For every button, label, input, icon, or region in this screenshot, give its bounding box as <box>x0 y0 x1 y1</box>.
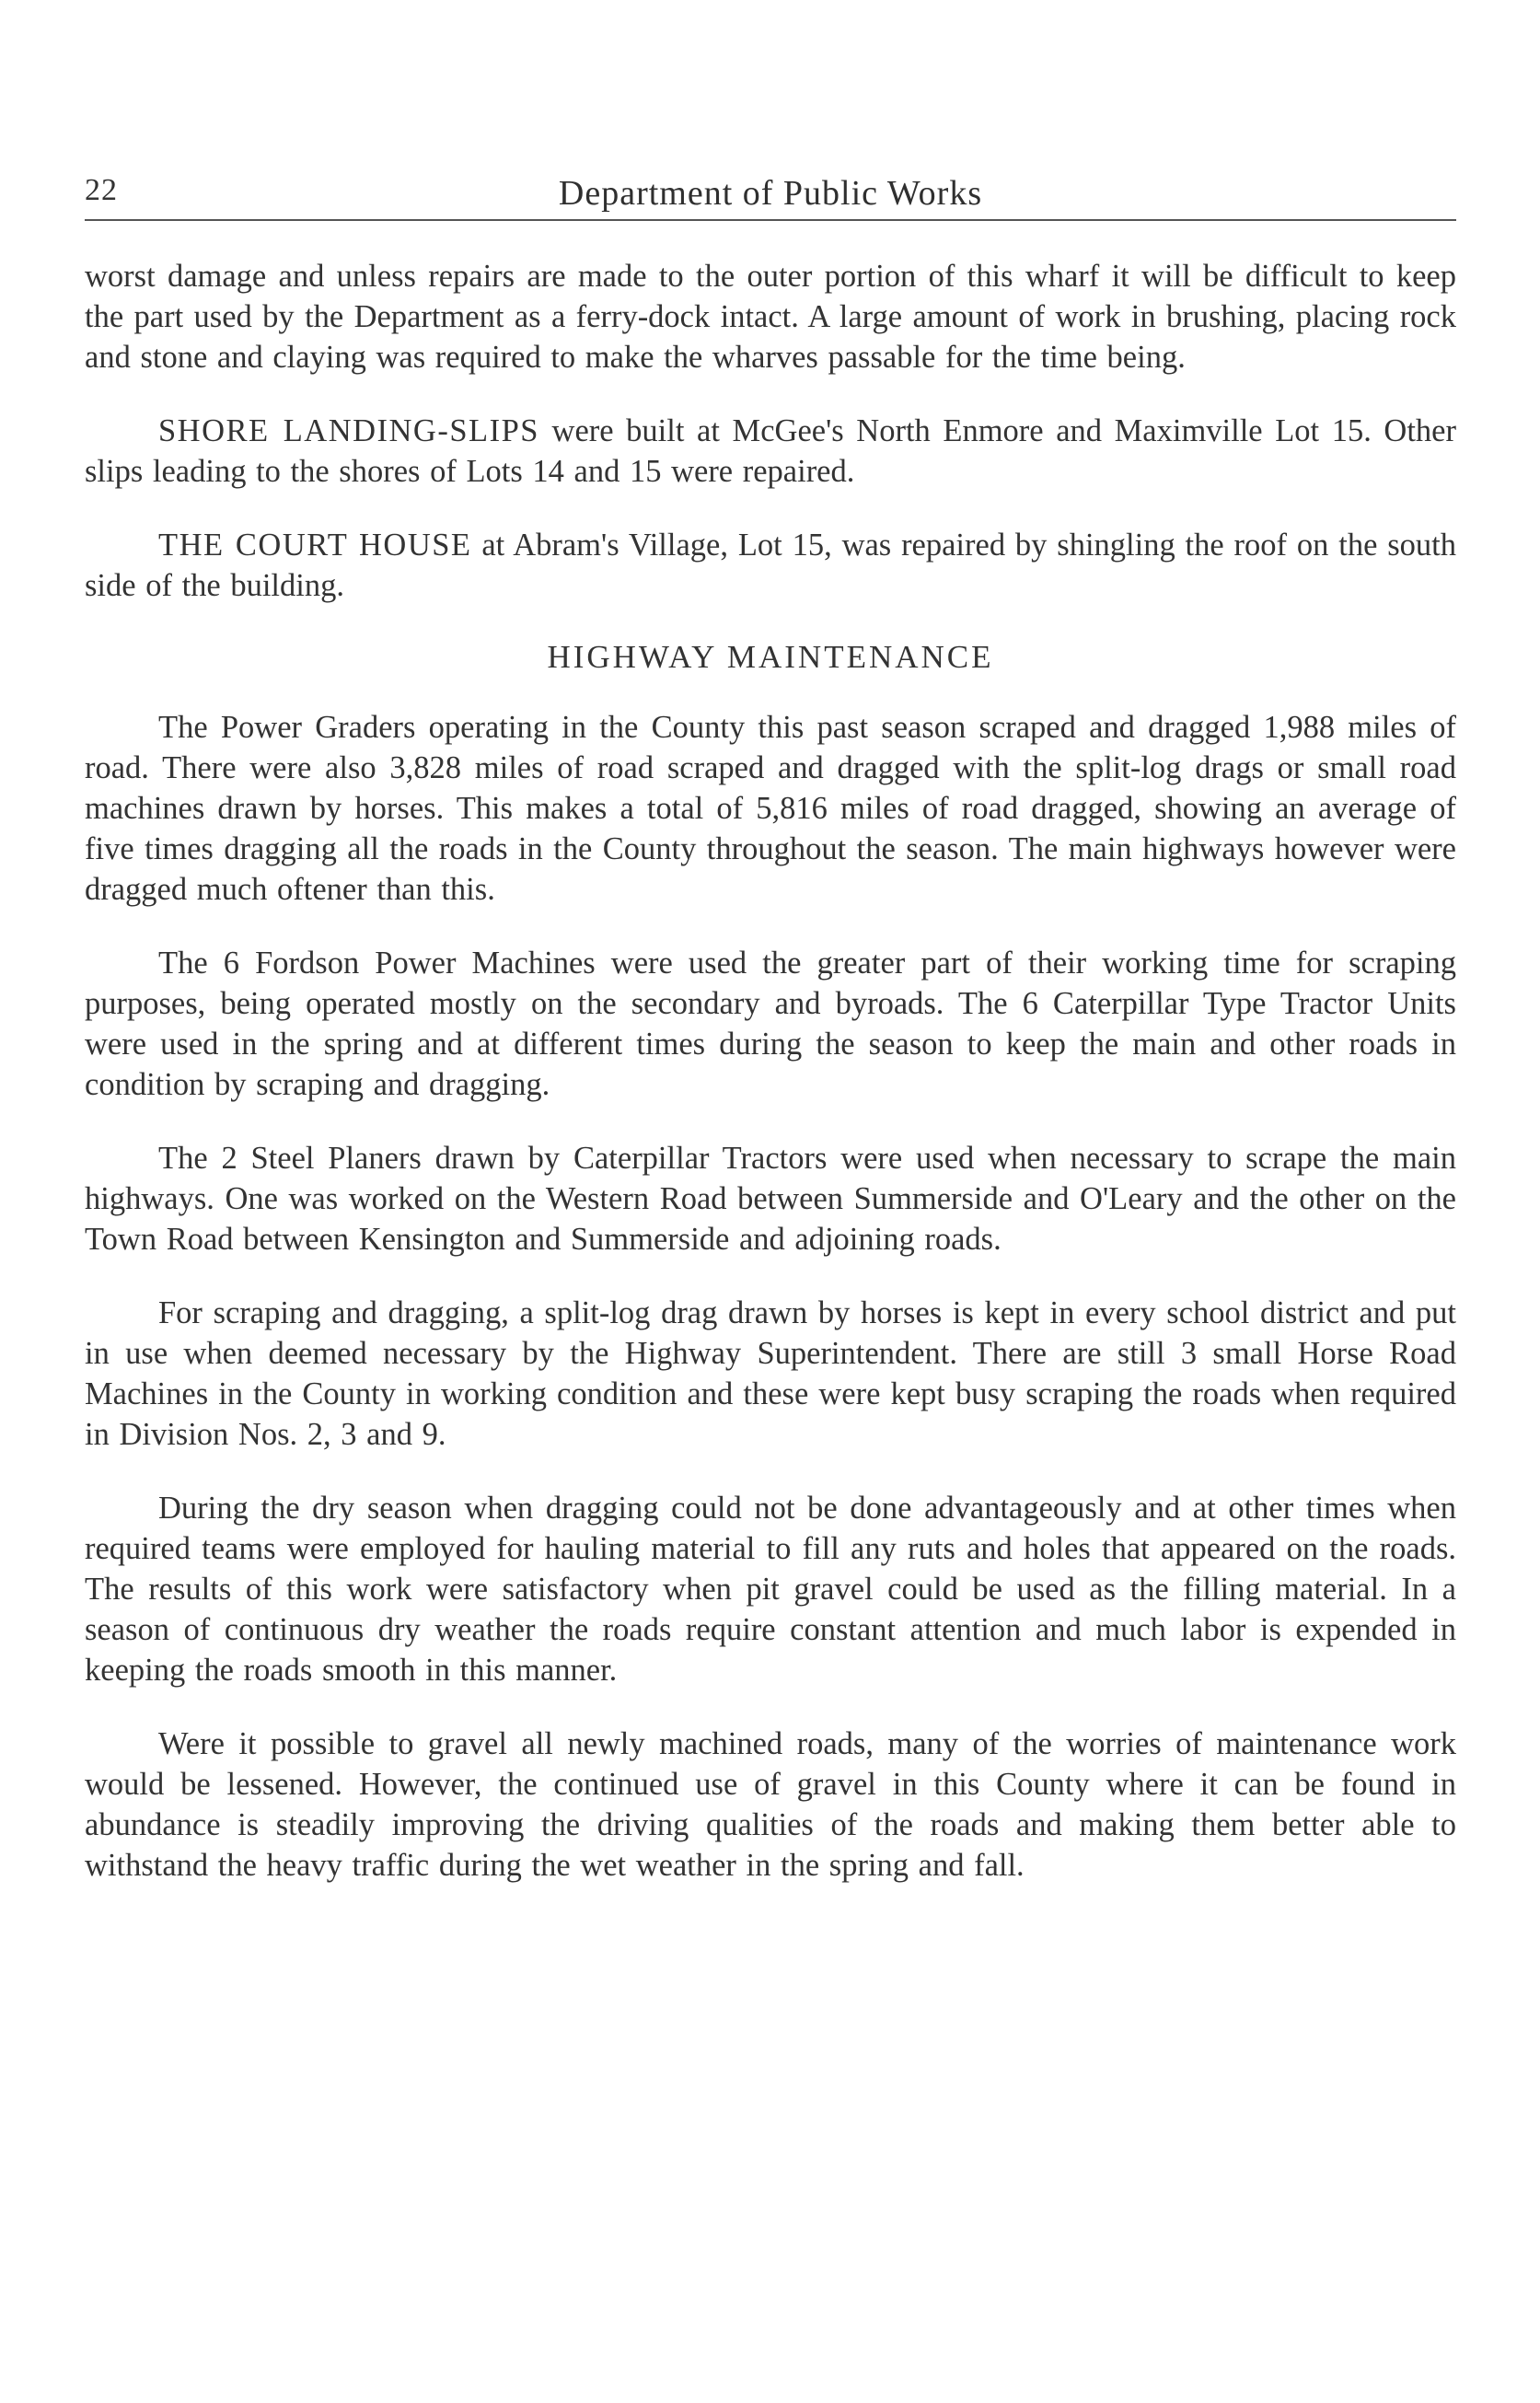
paragraph-court-house <box>85 525 1456 606</box>
paragraph-lead: THE COURT HOUSE <box>158 528 472 563</box>
paragraph-text: at Abram's Village, Lot 15, was repaired by shingling the roof on the south side of the building. <box>85 528 1456 603</box>
paragraph-lead: SHORE LANDING-SLIPS <box>158 413 539 448</box>
paragraph-shore-landing-slips <box>85 411 1456 492</box>
paragraph-continued <box>85 256 1456 377</box>
paragraph-text: were built at McGee's North Enmore and Maximville Lot 15. Other slips leading to the shores of Lots 14 and 15 were repaired. <box>85 413 1456 489</box>
paragraph-gravel: Were it possible to gravel all newly machined roads, many of the worries of maintenance work would be lessened. However, the continued use of gravel in this County where it can be found in abundance is steadily improving the driving qualities of the roads and making them better able to withstand the heavy traffic during the wet weather in the spring and fall. <box>85 1726 1456 1883</box>
paragraph-steel-planers: The 2 Steel Planers drawn by Caterpillar Tractors were used when necessary to scrape the main highways. One was worked on the Western Road between Summerside and O'Leary and the other on the Town Road between Kensington and Summerside and adjoining roads. <box>85 1141 1456 1257</box>
section-heading: HIGHWAY MAINTENANCE <box>547 639 994 675</box>
body-text <box>85 256 1456 1919</box>
page-number: 22 <box>85 173 118 207</box>
header-title: Department of Public Works <box>558 174 983 213</box>
paragraph-fordson-machines: The 6 Fordson Power Machines were used the greater part of their working time for scraping purposes, being operated mostly on the secondary and byroads. The 6 Caterpillar Type Tractor Units were used in the spring and at different times during the season to keep the main and other roads in condition by scraping and dragging. <box>85 946 1456 1102</box>
paragraph-text: worst damage and unless repairs are made to the outer portion of this wharf it will be difficult to keep the part used by the Department as a ferry-dock intact. A large amount of work in brushing, placing rock and stone and claying was required to make the wharves passable for the time being. <box>85 259 1456 375</box>
paragraph-dry-season: During the dry season when dragging could not be done advantageously and at other times when required teams were employed for hauling material to fill any ruts and holes that appeared on the roads. The results of this work were satisfactory when pit gravel could be used as the filling material. In a season of continuous dry weather the roads require constant attention and much labor is expended in keeping the roads smooth in this manner. <box>85 1491 1456 1688</box>
running-header <box>85 166 1456 221</box>
paragraph-power-graders: The Power Graders operating in the County this past season scraped and dragged 1,988 miles of road. There were also 3,828 miles of road scraped and dragged with the split-log drags or small road machines drawn by horses. This makes a total of 5,816 miles of road dragged, showing an average of five times dragging all the roads in the County throughout the season. The main highways however were dragged much oftener than this. <box>85 710 1456 907</box>
header-rule <box>85 219 1456 221</box>
paragraph-split-log-drag: For scraping and dragging, a split-log drag drawn by horses is kept in every school district and put in use when deemed necessary by the Highway Superintendent. There are still 3 small Horse Road Machines in the County in working condition and these were kept busy scraping the roads when required in Division Nos. 2, 3 and 9. <box>85 1295 1456 1452</box>
